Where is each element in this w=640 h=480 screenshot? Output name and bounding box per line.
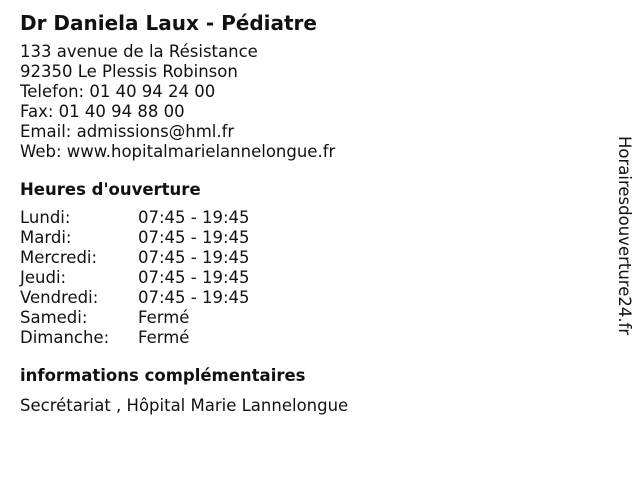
time-range: 07:45 - 19:45 xyxy=(138,208,250,227)
phone-line: Telefon: 01 40 94 24 00 xyxy=(20,82,216,101)
time-range: 07:45 - 19:45 xyxy=(138,248,250,267)
hours-row-tuesday xyxy=(20,228,580,248)
hours-row-thursday xyxy=(20,268,580,288)
additional-info-heading: informations complémentaires xyxy=(20,366,306,385)
day-label: Dimanche: xyxy=(20,328,110,347)
time-range: Fermé xyxy=(138,328,190,347)
additional-info-text: Secrétariat , Hôpital Marie Lannelongue xyxy=(20,396,349,415)
time-range: 07:45 - 19:45 xyxy=(138,268,250,287)
listing-card xyxy=(20,10,580,416)
time-range: Fermé xyxy=(138,308,190,327)
website-line: Web: www.hopitalmarielannelongue.fr xyxy=(20,142,336,161)
day-label: Mardi: xyxy=(20,228,72,247)
day-label: Mercredi: xyxy=(20,248,98,267)
hours-row-wednesday xyxy=(20,248,580,268)
time-range: 07:45 - 19:45 xyxy=(138,288,250,307)
address-line-1: 133 avenue de la Résistance xyxy=(20,42,258,61)
hours-row-friday xyxy=(20,288,580,308)
day-label: Jeudi: xyxy=(20,268,67,287)
hours-row-monday xyxy=(20,208,580,228)
fax-line: Fax: 01 40 94 88 00 xyxy=(20,102,185,121)
day-label: Lundi: xyxy=(20,208,71,227)
day-label: Samedi: xyxy=(20,308,88,327)
site-watermark-label: Horairesdouverture24.fr xyxy=(615,136,634,336)
address-line-2: 92350 Le Plessis Robinson xyxy=(20,62,238,81)
hours-row-saturday xyxy=(20,308,580,328)
email-line: Email: admissions@hml.fr xyxy=(20,122,235,141)
page-title: Dr Daniela Laux - Pédiatre xyxy=(20,11,317,35)
time-range: 07:45 - 19:45 xyxy=(138,228,250,247)
hours-row-sunday xyxy=(20,328,580,348)
day-label: Vendredi: xyxy=(20,288,99,307)
opening-hours-heading: Heures d'ouverture xyxy=(20,180,201,199)
